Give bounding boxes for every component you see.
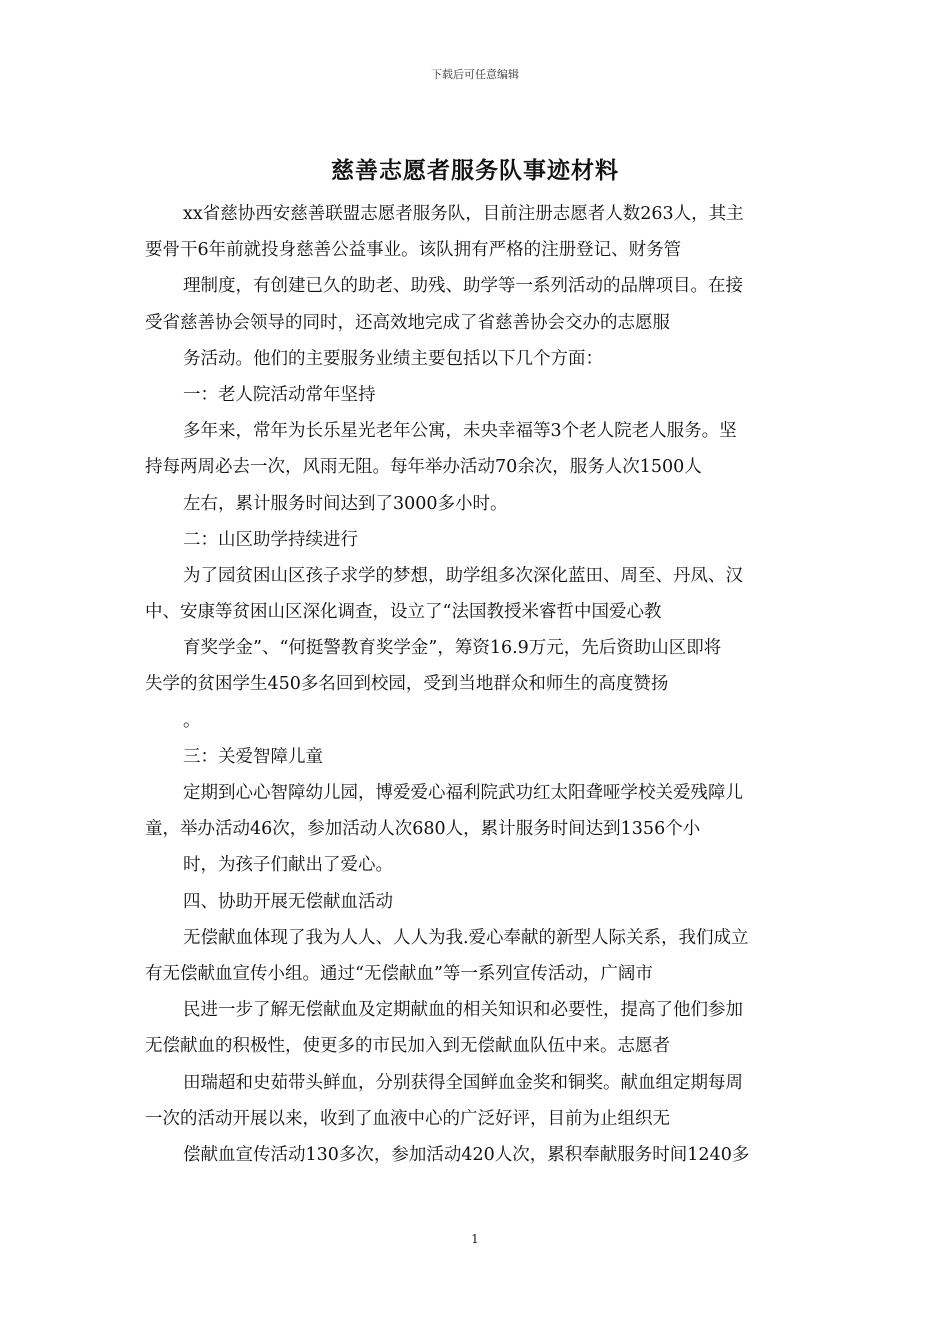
body-line: 要骨干6年前就投身慈善公益事业。该队拥有严格的注册登记、财务管 <box>145 240 682 261</box>
body-line: 多年来，常年为长乐星光老年公寓，未央幸福等3个老人院老人服务。坚 <box>183 421 737 442</box>
body-line: 三：关爱智障儿童 <box>183 746 323 767</box>
body-line: 时，为孩子们献出了爱心。 <box>183 855 393 876</box>
body-line: 田瑞超和史茹带头鲜血，分别获得全国鲜血金奖和铜奖。献血组定期每周 <box>183 1072 743 1093</box>
body-line: 民进一步了解无偿献血及定期献血的相关知识和必要性，提高了他们参加 <box>183 1000 743 1021</box>
body-line: 无偿献血的积极性，使更多的市民加入到无偿献血队伍中来。志愿者 <box>145 1036 670 1057</box>
header-note: 下载后可任意编辑 <box>431 68 519 81</box>
body-line: 务活动。他们的主要服务业绩主要包括以下几个方面： <box>183 348 603 369</box>
body-line: 定期到心心智障幼儿园，博爱爱心福利院武功红太阳聋哑学校关爱残障儿 <box>183 783 743 803</box>
body-line: 二：山区助学持续进行 <box>183 529 358 550</box>
body-line: 一：老人院活动常年坚持 <box>183 384 376 405</box>
body-line: 理制度，有创建已久的助老、助残、助学等一系列活动的品牌项目。在接 <box>183 276 743 297</box>
body-line: 受省慈善协会领导的同时，还高效地完成了省慈善协会交办的志愿服 <box>145 312 670 333</box>
body-line: 中、安康等贫困山区深化调查，设立了“法国教授米睿哲中国爱心教 <box>145 602 662 623</box>
body-line: 育奖学金”、“何挺警教育奖学金”，筹资16.9万元，先后资助山区即将 <box>183 638 722 659</box>
body-line: 持每两周必去一次，风雨无阻。每年举办活动70余次，服务人次1500人 <box>145 457 702 478</box>
body-line: 。 <box>183 710 201 731</box>
document-body <box>145 196 810 1173</box>
body-line: xx省慈协西安慈善联盟志愿者服务队，目前注册志愿者人数263人，其主 <box>183 204 744 224</box>
body-line: 为了园贫困山区孩子求学的梦想，助学组多次深化蓝田、周至、丹凤、汉 <box>183 565 743 586</box>
page-number: 1 <box>471 1232 479 1246</box>
body-line: 四、协助开展无偿献血活动 <box>183 891 393 912</box>
body-line: 无偿献血体现了我为人人、人人为我.爱心奉献的新型人际关系，我们成立 <box>183 927 749 948</box>
body-line: 童，举办活动46次，参加活动人次680人，累计服务时间达到1356个小 <box>145 819 701 840</box>
body-line: 偿献血宣传活动130多次，参加活动420人次，累积奉献服务时间1240多 <box>183 1144 750 1165</box>
body-line: 一次的活动开展以来，收到了血液中心的广泛好评，目前为止组织无 <box>145 1108 670 1129</box>
body-line: 失学的贫困学生450多名回到校园，受到当地群众和师生的高度赞扬 <box>145 674 669 695</box>
body-line: 有无偿献血宣传小组。通过“无偿献血”等一系列宣传活动，广阔市 <box>145 963 653 984</box>
document-title: 慈善志愿者服务队事迹材料 <box>331 157 619 184</box>
body-line: 左右，累计服务时间达到了3000多小时。 <box>183 493 508 514</box>
